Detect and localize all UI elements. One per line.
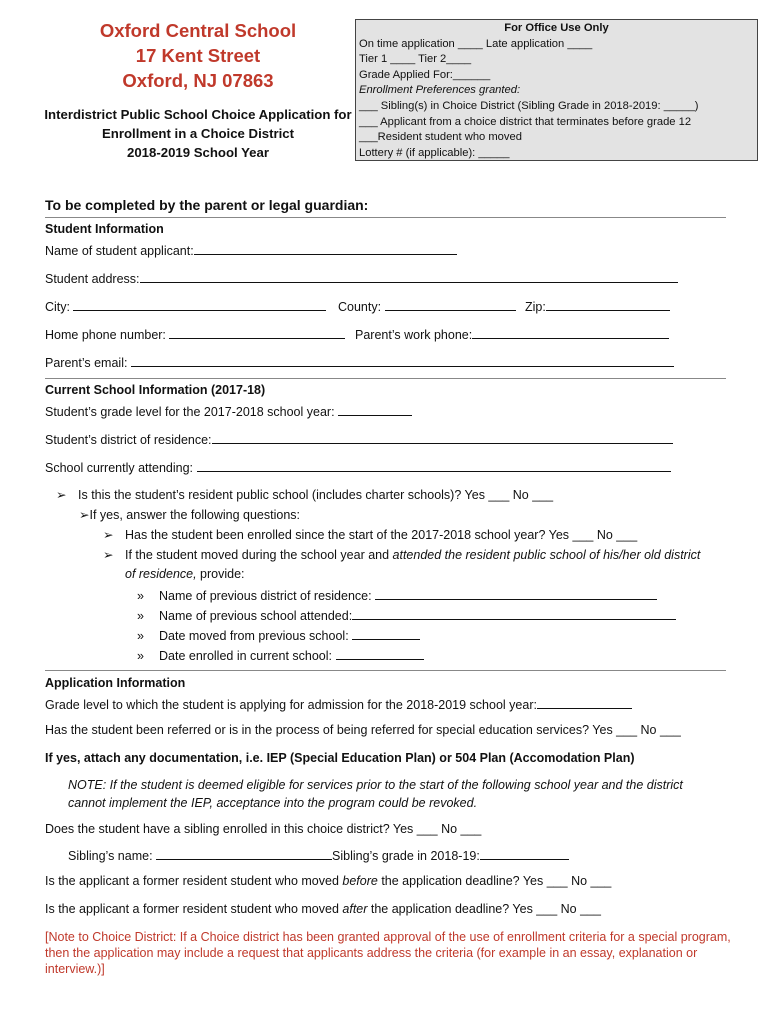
date-enrolled-field[interactable] (336, 647, 424, 660)
office-line-grade: Grade Applied For:______ (359, 68, 491, 81)
student-address-row (45, 270, 678, 286)
school-name: Oxford Central School (99, 20, 297, 41)
zip-field[interactable] (546, 298, 670, 311)
moved-question-text-a: If the student moved during the school year and (125, 548, 393, 562)
home-phone-label: Home phone number: (45, 328, 166, 342)
arrow-bullet-icon: ➢ (103, 528, 114, 542)
choice-district-note-line2: then the application may include a request that applicants address the criteria (for example in an essay, explanation or (45, 946, 698, 960)
former-before-text-a: Is the applicant a former resident student who moved (45, 874, 343, 888)
prev-school-label: Name of previous school attended: (159, 609, 353, 623)
arrow-bullet-icon: ➢ (103, 548, 114, 562)
enrolled-question (103, 527, 637, 542)
current-grade-row (45, 403, 412, 419)
prev-school-row (137, 607, 676, 623)
moved-question-cont (125, 567, 245, 581)
guillemet-icon: » (137, 629, 144, 643)
student-name-label: Name of student applicant: (45, 244, 194, 258)
moved-question-text-b: attended the resident public school of his/her old district (392, 548, 701, 562)
district-row (45, 431, 673, 447)
application-title-line3: 2018-2019 School Year (127, 145, 269, 160)
office-line-timing: On time application ____ Late application ____ (359, 37, 593, 50)
office-line-resident: ___Resident student who moved (359, 131, 522, 144)
former-before-text-c: the application deadline? Yes ___ No ___ (377, 874, 612, 888)
sibling-name-label: Sibling’s name: (68, 849, 153, 863)
city-label: City: (45, 300, 70, 314)
email-label: Parent’s email: (45, 356, 128, 370)
work-phone-label: Parent’s work phone: (355, 328, 473, 342)
divider (45, 378, 726, 379)
county-row (338, 298, 516, 314)
former-after-question (45, 902, 601, 916)
apply-grade-field[interactable] (537, 696, 632, 709)
section-application-information: Application Information (45, 676, 186, 690)
note-line1: NOTE: If the student is deemed eligible for services prior to the start of the following school year and the district (68, 778, 683, 792)
county-field[interactable] (385, 298, 516, 311)
work-phone-row (355, 326, 669, 342)
email-row (45, 354, 674, 370)
moved-question (103, 547, 700, 562)
if-yes-row (79, 507, 300, 522)
former-after-text-a: Is the applicant a former resident student who moved (45, 902, 343, 916)
prev-district-row (137, 587, 657, 603)
city-field[interactable] (73, 298, 326, 311)
district-label: Student’s district of residence: (45, 433, 212, 447)
attending-label: School currently attending: (45, 461, 194, 475)
zip-row (525, 298, 670, 314)
section-current-school: Current School Information (2017-18) (45, 383, 266, 397)
attending-row (45, 459, 671, 475)
resident-question (56, 487, 553, 502)
office-line-tier: Tier 1 ____ Tier 2____ (359, 53, 472, 66)
home-phone-field[interactable] (169, 326, 345, 339)
guillemet-icon: » (137, 609, 144, 623)
prev-district-field[interactable] (375, 587, 657, 600)
former-before-text-b: before (342, 874, 378, 888)
sibling-grade-label: Sibling’s grade in 2018-19: (332, 849, 480, 863)
guillemet-icon: » (137, 649, 144, 663)
student-name-field[interactable] (194, 242, 457, 255)
school-city: Oxford, NJ 07863 (122, 70, 274, 91)
divider (45, 670, 726, 671)
application-title-line1: Interdistrict Public School Choice Application for (44, 107, 352, 122)
divider (45, 217, 726, 218)
school-street: 17 Kent Street (135, 45, 261, 66)
prev-school-field[interactable] (352, 607, 676, 620)
prev-district-label: Name of previous district of residence: (159, 589, 372, 603)
date-moved-row (137, 627, 420, 643)
date-enrolled-row (137, 647, 424, 663)
sibling-name-field[interactable] (156, 847, 332, 860)
former-after-text-c: the application deadline? Yes ___ No ___ (367, 902, 601, 916)
sibling-question: Does the student have a sibling enrolled in this choice district? Yes ___ No ___ (45, 822, 482, 836)
resident-question-text: Is this the student’s resident public school (includes charter schools)? Yes ___ No ___ (78, 488, 554, 502)
student-address-label: Student address: (45, 272, 140, 286)
student-name-row (45, 242, 457, 258)
current-grade-label: Student’s grade level for the 2017-2018 school year: (45, 405, 335, 419)
guillemet-icon: » (137, 589, 144, 603)
apply-grade-row (45, 696, 632, 712)
sibling-grade-field[interactable] (480, 847, 569, 860)
work-phone-field[interactable] (472, 326, 669, 339)
office-line-choice-district: ___ Applicant from a choice district that terminates before grade 12 (359, 115, 692, 128)
sibling-name-row (68, 847, 569, 863)
date-moved-field[interactable] (352, 627, 420, 640)
moved-question-text-d: provide: (196, 567, 245, 581)
moved-question-text-c: of residence, (125, 567, 197, 581)
arrow-bullet-icon: ➢ (56, 488, 67, 502)
office-line-sibling: ___ Sibling(s) in Choice District (Sibling Grade in 2018-2019: _____) (359, 99, 699, 112)
special-ed-question: Has the student been referred or is in the process of being referred for special education services? Yes ___ No ___ (45, 723, 681, 737)
enrolled-question-text: Has the student been enrolled since the start of the 2017-2018 school year? Yes ___ No ___ (125, 528, 638, 542)
choice-district-note-line1: [Note to Choice District: If a Choice district has been granted approval of the use of enrollment criteria for a special program, (45, 930, 731, 944)
attending-field[interactable] (197, 459, 671, 472)
office-line-lottery: Lottery # (if applicable): _____ (359, 146, 510, 159)
email-field[interactable] (131, 354, 674, 367)
zip-label: Zip: (525, 300, 546, 314)
arrow-bullet-icon: ➢ (79, 508, 90, 522)
date-enrolled-label: Date enrolled in current school: (159, 649, 333, 663)
if-yes-text: If yes, answer the following questions: (89, 508, 301, 522)
former-before-question (45, 874, 611, 888)
home-phone-row (45, 326, 345, 342)
date-moved-label: Date moved from previous school: (159, 629, 349, 643)
district-field[interactable] (212, 431, 673, 444)
city-row (45, 298, 326, 314)
section-student-information: Student Information (45, 222, 164, 236)
current-grade-field[interactable] (338, 403, 412, 416)
apply-grade-label: Grade level to which the student is applying for admission for the 2018-2019 school year: (45, 698, 537, 712)
former-after-text-b: after (342, 902, 368, 916)
student-address-field[interactable] (140, 270, 678, 283)
intro-heading: To be completed by the parent or legal guardian: (45, 197, 369, 213)
note-line2: cannot implement the IEP, acceptance into the program could be revoked. (68, 796, 478, 810)
office-line-preferences: Enrollment Preferences granted: (359, 84, 521, 97)
county-label: County: (338, 300, 382, 314)
choice-district-note-line3: interview.)] (45, 962, 105, 976)
office-use-box (355, 19, 758, 161)
attach-documentation-text: If yes, attach any documentation, i.e. IEP (Special Education Plan) or 504 Plan (Accomodation Plan) (45, 751, 635, 765)
application-title-line2: Enrollment in a Choice District (102, 126, 294, 141)
office-use-heading: For Office Use Only (504, 22, 609, 34)
